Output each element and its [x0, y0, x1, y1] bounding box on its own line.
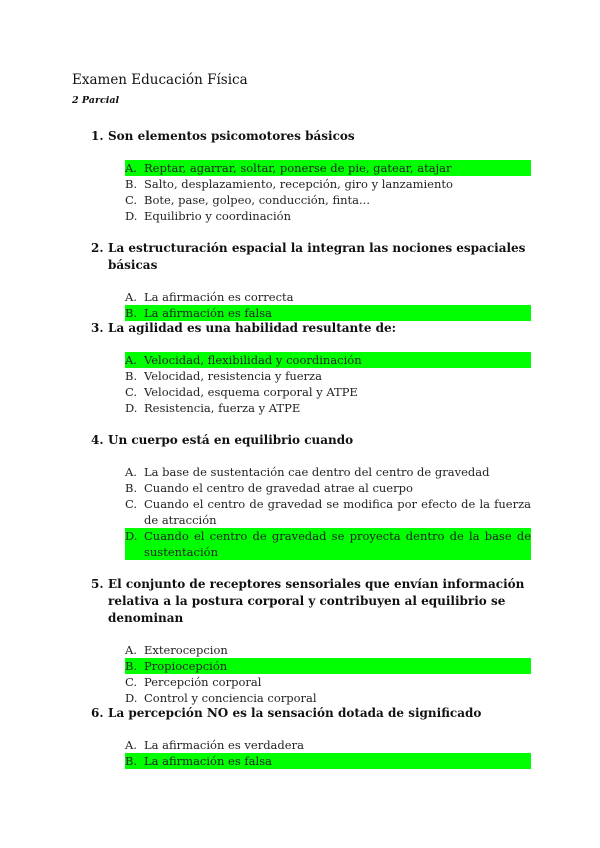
option-letter: A. — [125, 643, 137, 657]
option-a — [125, 160, 531, 176]
question-number: 6. — [91, 706, 104, 720]
option-b — [125, 753, 531, 769]
question-4 — [91, 432, 531, 560]
option-list — [125, 289, 531, 321]
question-text: El conjunto de receptores sensoriales que envían información relativa a la postura corporal y contribuyen al equilibrio se denominan — [108, 577, 525, 625]
option-text: Percepción corporal — [144, 675, 262, 689]
question-number: 1. — [91, 129, 104, 143]
option-letter: B. — [125, 369, 138, 383]
option-letter: B. — [125, 658, 144, 674]
option-d — [125, 690, 531, 706]
option-letter: A. — [125, 738, 137, 752]
option-text: La afirmación es falsa — [144, 753, 531, 769]
option-text: Exterocepcion — [144, 643, 228, 657]
option-c — [125, 192, 531, 208]
question-6 — [91, 705, 531, 769]
question-header — [91, 240, 531, 274]
option-c — [125, 674, 531, 690]
option-letter: C. — [125, 385, 138, 399]
exam-subtitle: 2 Parcial — [72, 95, 120, 106]
option-letter: A. — [125, 290, 137, 304]
option-d — [125, 400, 531, 416]
option-letter: B. — [125, 305, 144, 321]
question-header — [91, 128, 531, 145]
option-text: Reptar, agarrar, soltar, ponerse de pie, gatear, atajar — [144, 160, 531, 176]
option-d — [125, 528, 531, 560]
option-list — [125, 464, 531, 560]
option-letter: C. — [125, 193, 138, 207]
question-number: 2. — [91, 241, 104, 255]
question-number: 4. — [91, 433, 104, 447]
option-letter: D. — [125, 528, 144, 560]
option-text: Equilibrio y coordinación — [144, 209, 292, 223]
option-list — [125, 352, 531, 416]
option-list — [125, 642, 531, 706]
option-letter: B. — [125, 481, 138, 495]
question-text: La agilidad es una habilidad resultante de: — [108, 321, 397, 335]
question-text: La percepción NO es la sensación dotada de significado — [108, 706, 482, 720]
option-text: Propiocepción — [144, 658, 531, 674]
option-text: La base de sustentación cae dentro del centro de gravedad — [144, 465, 490, 479]
question-header — [91, 320, 531, 337]
option-text: Velocidad, resistencia y fuerza — [144, 369, 322, 383]
question-number: 5. — [91, 577, 104, 591]
option-a — [125, 352, 531, 368]
question-header — [91, 432, 531, 449]
option-c — [125, 384, 531, 400]
option-list — [125, 160, 531, 224]
option-c — [125, 496, 531, 528]
option-b — [125, 368, 531, 384]
option-b — [125, 480, 531, 496]
option-text: Cuando el centro de gravedad atrae al cuerpo — [144, 481, 413, 495]
option-letter: D. — [125, 691, 138, 705]
option-text: La afirmación es correcta — [144, 290, 294, 304]
option-letter: A. — [125, 465, 137, 479]
option-text: Salto, desplazamiento, recepción, giro y lanzamiento — [144, 177, 453, 191]
option-text: Velocidad, flexibilidad y coordinación — [144, 352, 531, 368]
option-a — [125, 464, 531, 480]
option-list — [125, 737, 531, 769]
exam-title: Examen Educación Física — [72, 72, 248, 88]
option-text: Control y conciencia corporal — [144, 691, 317, 705]
option-a — [125, 289, 531, 305]
option-text: Cuando el centro de gravedad se modifica por efecto de la fuerza de atracción — [144, 497, 531, 527]
option-text: Cuando el centro de gravedad se proyecta dentro de la base de sustentación — [144, 529, 531, 559]
question-text: Un cuerpo está en equilibrio cuando — [108, 433, 354, 447]
option-b — [125, 176, 531, 192]
option-b — [125, 658, 531, 674]
option-letter: B. — [125, 177, 138, 191]
question-2 — [91, 240, 531, 321]
option-text: Resistencia, fuerza y ATPE — [144, 401, 301, 415]
question-5 — [91, 576, 531, 706]
question-number: 3. — [91, 321, 104, 335]
question-1 — [91, 128, 531, 224]
option-text: Bote, pase, golpeo, conducción, finta... — [144, 193, 370, 207]
option-letter: D. — [125, 209, 138, 223]
option-letter: C. — [125, 675, 138, 689]
option-letter: A. — [125, 160, 144, 176]
option-text: La afirmación es verdadera — [144, 738, 304, 752]
question-header — [91, 705, 531, 722]
option-letter: B. — [125, 753, 144, 769]
question-header — [91, 576, 531, 627]
option-d — [125, 208, 531, 224]
option-text: Velocidad, esquema corporal y ATPE — [144, 385, 358, 399]
option-b — [125, 305, 531, 321]
question-3 — [91, 320, 531, 416]
option-a — [125, 642, 531, 658]
question-text: Son elementos psicomotores básicos — [108, 129, 355, 143]
option-letter: A. — [125, 352, 144, 368]
option-a — [125, 737, 531, 753]
question-text: La estructuración espacial la integran las nociones espaciales básicas — [108, 241, 526, 272]
option-text: La afirmación es falsa — [144, 305, 531, 321]
option-letter: D. — [125, 401, 138, 415]
option-letter: C. — [125, 497, 138, 511]
